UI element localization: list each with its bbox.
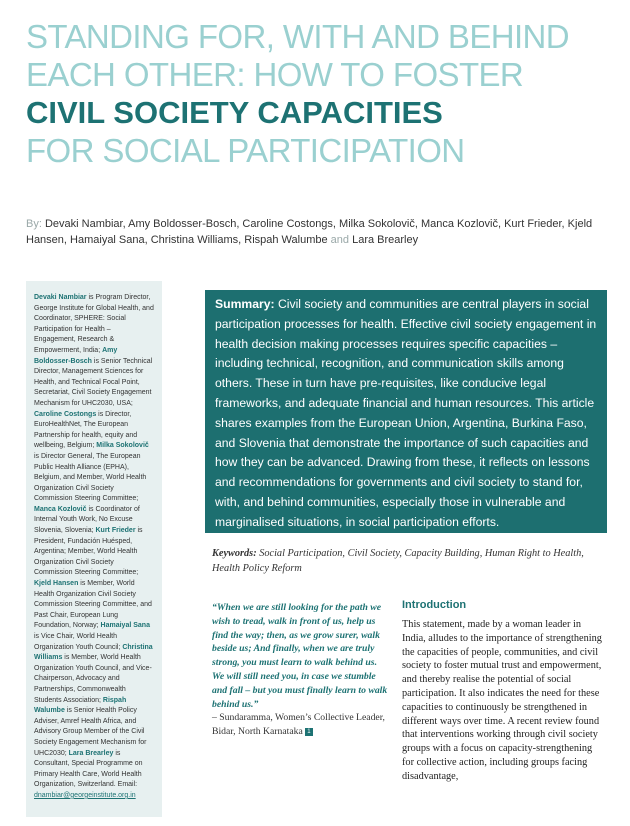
author-affiliations-sidebar: [26, 281, 162, 817]
affil-name: Kjeld Hansen: [34, 580, 79, 588]
affil-desc: is President, Fundación Huésped, Argentina; Member, World Health Organization Civil Society Commission Steering Committee;: [34, 527, 143, 577]
affil-name: Rispah Walumbe: [34, 696, 127, 715]
affil-desc: is Consultant, Special Programme on Primary Health Care, World Health Organization, Switzerland. Email:: [34, 749, 143, 789]
quote-attribution-line: [212, 711, 390, 739]
affil-name: Lara Brearley: [68, 749, 114, 757]
affil-name: Amy Boldosser-Bosch: [34, 346, 118, 365]
introduction-paragraph: This statement, made by a woman leader in India, alludes to the importance of strengthening the capacities of people, communities, and civil society to foster mutual trust and empowerment, and thereby realise the potential of social participation. It also indicates the need for these capacities to continuously be strengthened in different ways over time. A recent review found that interventions working through civil society groups with a focus on capacity-strengthening for collective action, including groups facing disadvantage,: [402, 619, 602, 782]
affil-name: Christina Williams: [34, 643, 153, 662]
affil-desc: is Senior Health Policy Adviser, Amref Health Africa, and Advisory Group Member of the Civil Society Engagement Mechanism for UHC2030;: [34, 707, 147, 757]
affil-name: Caroline Costongs: [34, 410, 97, 418]
affil-name: Milka Sokolovič: [96, 442, 149, 450]
keywords: [212, 547, 604, 576]
author-list: Devaki Nambiar, Amy Boldosser-Bosch, Caroline Costongs, Milka Sokolovič, Manca Kozlovič, Kurt Frieder, Kjeld Hansen, Hamaiyal Sana, Christina Williams, Rispah Walumbe: [26, 218, 593, 246]
title-line-3: CIVIL SOCIETY CAPACITIES: [26, 95, 443, 130]
section-heading-introduction: Introduction: [402, 599, 467, 611]
affil-name: Devaki Nambiar: [34, 294, 87, 301]
summary-label: Summary:: [215, 297, 275, 311]
author-last: Lara Brearley: [352, 234, 419, 246]
epigraph-quote: [212, 601, 390, 739]
summary-box: [205, 290, 607, 533]
affil-desc: is Vice Chair, World Health Organization Youth Council;: [34, 633, 123, 651]
affil-name: Manca Kozlovič: [34, 505, 87, 513]
keywords-text: Social Participation, Civil Society, Capacity Building, Human Right to Health, Health Policy Reform: [212, 548, 584, 574]
byline-label: By:: [26, 218, 42, 230]
author-byline: [26, 216, 616, 248]
reference-marker[interactable]: 1: [307, 729, 311, 736]
affil-desc: is Member, World Health Organization Civil Society Commission Steering Committee, and Past Chair, European Lung Foundation, Norway;: [34, 580, 152, 630]
quote-text: “When we are still looking for the path we wish to tread, walk in front of us, help us find the way; then, as we grow surer, walk beside us; And finally, when we are truly strong, you must learn to walk behind us. We will still need you, in case we stumble and fall – but you must finally learn to walk behind us.”: [212, 602, 388, 710]
summary-text: Civil society and communities are central players in social participation processes for health. Effective civil society engagement in health decision making processes requires specific capacities – including technical, recognition, and communication skills among others. These in turn have pre-requisites, like conducive legal frameworks, and adequate financial and human resources. This article shares examples from the European Union, Argentina, Burkina Faso, and Slovenia that demonstrate the importance of such capacities and how they can be advanced. Drawing from these, it reflects on lessons and recommendations for governments and civil society to stand for, with, and behind communities, especially those in vulnerable and marginalised situations, in social participation efforts.: [215, 297, 597, 529]
quote-attribution: – Sundaramma, Women’s Collective Leader, Bidar, North Karnataka: [212, 712, 385, 738]
article-title: [26, 18, 616, 170]
affil-desc: is Director General, The European Public Health Alliance (EPHA), Belgium, and Member, World Health Organization Civil Society Commission Steering Committee;: [34, 452, 147, 503]
affil-desc: is Program Director, George Institute for Global Health, and Coordinator, SPHERE: Social Participation for Health – Engagement, Research & Empowerment, India;: [34, 294, 154, 354]
title-line-4: FOR SOCIAL PARTICIPATION: [26, 132, 465, 169]
title-line-2: EACH OTHER: HOW TO FOSTER: [26, 56, 524, 93]
affil-desc: is Coordinator of Internal Youth Work, No Excuse Slovenia, Slovenia;: [34, 505, 140, 535]
affil-name: Kurt Frieder: [95, 527, 136, 535]
keywords-label: Keywords:: [212, 548, 257, 559]
affil-name: Hamaiyal Sana: [100, 622, 150, 630]
title-line-1: STANDING FOR, WITH AND BEHIND: [26, 18, 570, 55]
byline-and: and: [330, 234, 350, 246]
contact-email-link[interactable]: dnambiar@georgeinstitute.org.in: [34, 791, 136, 799]
affil-desc: is Senior Technical Director, Management Sciences for Health, and Technical Focal Point, Secretariat, Civil Society Engagement Mechanism for UHC2030, USA;: [34, 357, 153, 407]
affil-desc: is Member, World Health Organization Youth Council, and Vice-Chairperson, Advocacy and Partnerships, Commonwealth Students Association;: [34, 654, 152, 704]
affil-desc: is Director, EuroHealthNet, The European Partnership for health, equity and wellbeing, Belgium;: [34, 410, 138, 450]
